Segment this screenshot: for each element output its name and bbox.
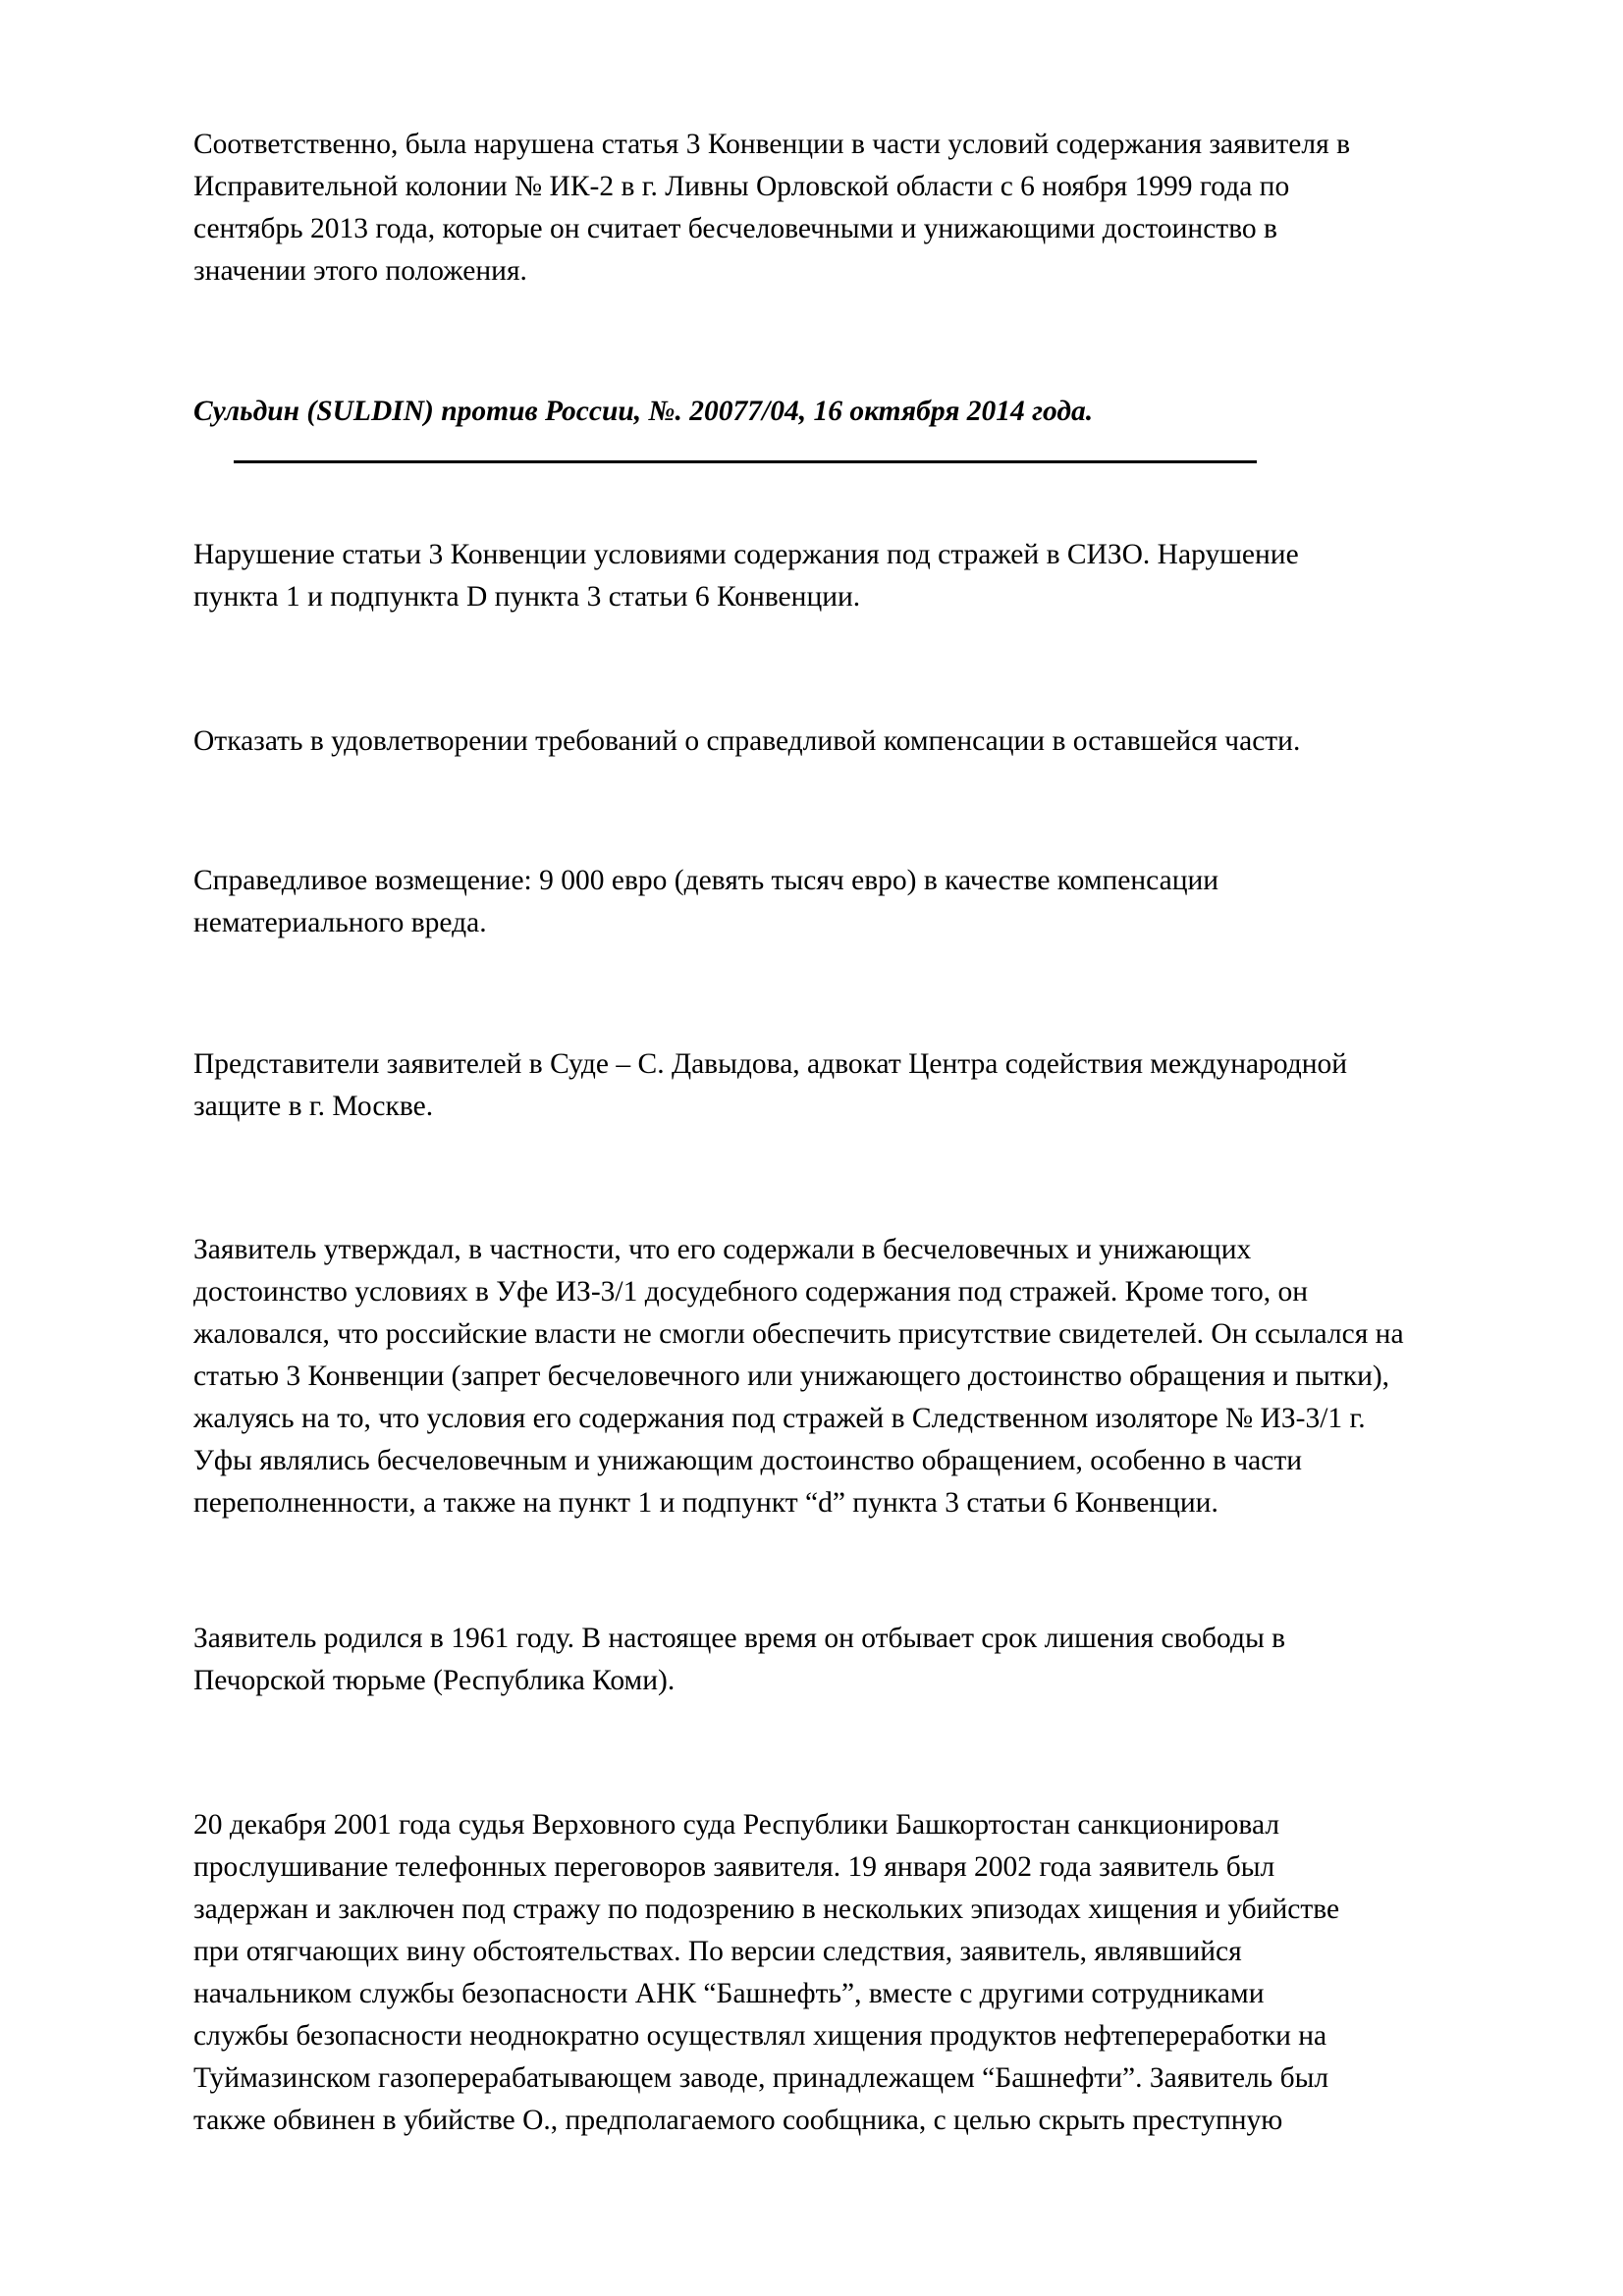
- compensation-paragraph: [193, 860, 1519, 944]
- text-line: Соответственно, была нарушена статья 3 Конвенции в части условий содержания заявителя в: [193, 129, 1350, 160]
- intro-paragraph: [193, 124, 1519, 293]
- text-line: защите в г. Москве.: [193, 1091, 434, 1122]
- refusal-paragraph: [193, 721, 1519, 763]
- case-title: Сульдин (SULDIN) против России, №. 20077/04, 16 октября 2014 года.: [193, 396, 1094, 427]
- text-line: при отягчающих вину обстоятельствах. По версии следствия, заявитель, являвшийся: [193, 1936, 1242, 1967]
- text-line: Нарушение статьи 3 Конвенции условиями содержания под стражей в СИЗО. Нарушение: [193, 539, 1299, 570]
- text-line: пункта 1 и подпункта D пункта 3 статьи 6 Конвенции.: [193, 581, 861, 613]
- applicant-paragraph: [193, 1618, 1519, 1702]
- text-line: Отказать в удовлетворении требований о справедливой компенсации в оставшейся части.: [193, 725, 1301, 757]
- text-line: Уфы являлись бесчеловечным и унижающим достоинство обращением, особенно в части: [193, 1445, 1303, 1476]
- text-line: Исправительной колонии № ИК-2 в г. Ливны Орловской области с 6 ноября 1999 года по: [193, 171, 1290, 202]
- text-line: значении этого положения.: [193, 255, 527, 287]
- text-line: жаловался, что российские власти не смогли обеспечить присутствие свидетелей. Он ссылался на: [193, 1318, 1404, 1350]
- text-line: нематериального вреда.: [193, 907, 487, 938]
- text-line: также обвинен в убийстве О., предполагаемого сообщника, с целью скрыть преступную: [193, 2105, 1283, 2136]
- text-line: Представители заявителей в Суде – С. Давыдова, адвокат Центра содействия международной: [193, 1048, 1348, 1080]
- text-line: Заявитель утверждал, в частности, что его содержали в бесчеловечных и унижающих: [193, 1234, 1252, 1265]
- text-line: службы безопасности неоднократно осуществлял хищения продуктов нефтепереработки на: [193, 2020, 1327, 2052]
- text-line: 20 декабря 2001 года судья Верховного суда Республики Башкортостан санкционировал: [193, 1809, 1280, 1841]
- facts-paragraph: [193, 1804, 1519, 2142]
- text-line: статью 3 Конвенции (запрет бесчеловечного или унижающего достоинство обращения и пытки),: [193, 1361, 1390, 1392]
- text-line: Справедливое возмещение: 9 000 евро (девять тысяч евро) в качестве компенсации: [193, 865, 1219, 896]
- text-line: Печорской тюрьме (Республика Коми).: [193, 1665, 676, 1696]
- title-underline-divider: [234, 460, 1257, 463]
- text-line: жалуясь на то, что условия его содержания под стражей в Следственном изоляторе № ИЗ-3/1 г.: [193, 1403, 1366, 1434]
- text-line: Туймазинском газоперерабатывающем заводе, принадлежащем “Башнефти”. Заявитель был: [193, 2062, 1329, 2094]
- text-line: Заявитель родился в 1961 году. В настоящее время он отбывает срок лишения свободы в: [193, 1623, 1286, 1654]
- text-line: переполненности, а также на пункт 1 и подпункт “d” пункта 3 статьи 6 Конвенции.: [193, 1487, 1218, 1519]
- representatives-paragraph: [193, 1043, 1519, 1128]
- complaint-paragraph: [193, 1229, 1519, 1524]
- violation-paragraph: [193, 534, 1519, 618]
- text-line: прослушивание телефонных переговоров заявителя. 19 января 2002 года заявитель был: [193, 1851, 1275, 1883]
- text-line: начальником службы безопасности АНК “Башнефть”, вместе с другими сотрудниками: [193, 1978, 1265, 2009]
- text-line: сентябрь 2013 года, которые он считает бесчеловечными и унижающими достоинство в: [193, 213, 1277, 244]
- text-line: задержан и заключен под стражу по подозрению в нескольких эпизодах хищения и убийстве: [193, 1894, 1340, 1925]
- text-line: достоинство условиях в Уфе ИЗ-3/1 досудебного содержания под стражей. Кроме того, он: [193, 1276, 1309, 1308]
